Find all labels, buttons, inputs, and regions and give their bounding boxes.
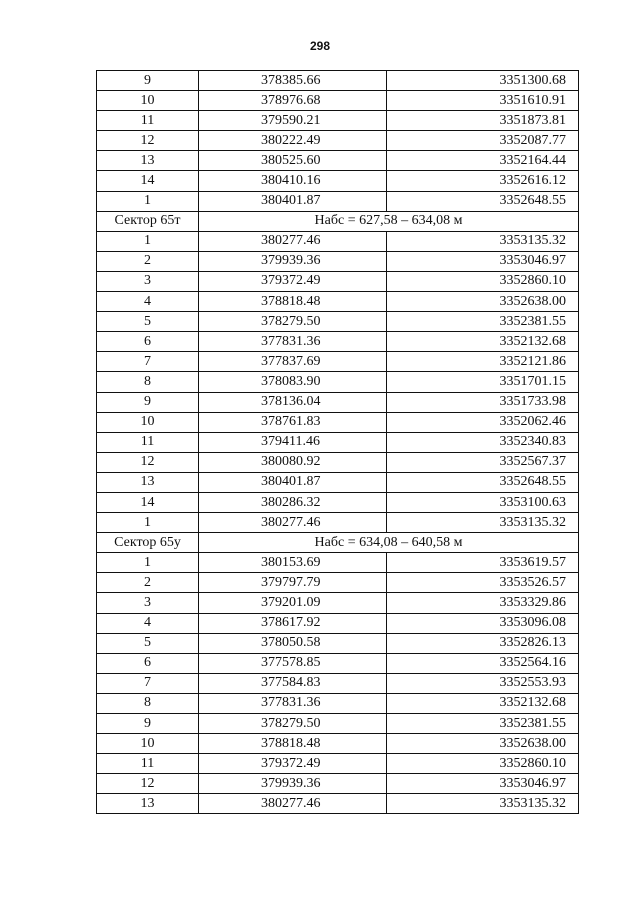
x-coordinate: 380401.87 [199,191,387,211]
x-coordinate: 379590.21 [199,111,387,131]
y-coordinate: 3351701.15 [387,372,579,392]
point-number: 13 [97,794,199,814]
y-coordinate: 3353100.63 [387,492,579,512]
point-number: 6 [97,332,199,352]
table-row [97,432,579,452]
point-number: 8 [97,693,199,713]
x-coordinate: 378617.92 [199,613,387,633]
y-coordinate: 3352121.86 [387,352,579,372]
point-number: 12 [97,774,199,794]
point-number: 11 [97,754,199,774]
x-coordinate: 378385.66 [199,71,387,91]
point-number: 1 [97,553,199,573]
x-coordinate: 378818.48 [199,734,387,754]
x-coordinate: 378818.48 [199,292,387,312]
table-row [97,553,579,573]
point-number: 13 [97,151,199,171]
y-coordinate: 3352616.12 [387,171,579,191]
table-row [97,191,579,211]
y-coordinate: 3353526.57 [387,573,579,593]
sector-height-range: Набс = 627,58 – 634,08 м [199,211,579,231]
table-row [97,352,579,372]
table-row [97,111,579,131]
table-row [97,412,579,432]
sector-header-row [97,211,579,231]
table-row [97,673,579,693]
y-coordinate: 3352132.68 [387,332,579,352]
point-number: 12 [97,131,199,151]
point-number: 5 [97,633,199,653]
coordinates-table-container [96,70,578,814]
table-row [97,714,579,734]
y-coordinate: 3353046.97 [387,774,579,794]
y-coordinate: 3352638.00 [387,734,579,754]
y-coordinate: 3353135.32 [387,794,579,814]
x-coordinate: 380277.46 [199,794,387,814]
y-coordinate: 3352062.46 [387,412,579,432]
table-row [97,593,579,613]
table-row [97,734,579,754]
table-row [97,91,579,111]
y-coordinate: 3352564.16 [387,653,579,673]
point-number: 3 [97,271,199,291]
x-coordinate: 378136.04 [199,392,387,412]
point-number: 4 [97,613,199,633]
y-coordinate: 3352648.55 [387,191,579,211]
x-coordinate: 378976.68 [199,91,387,111]
x-coordinate: 380222.49 [199,131,387,151]
y-coordinate: 3352567.37 [387,452,579,472]
point-number: 1 [97,191,199,211]
x-coordinate: 377578.85 [199,653,387,673]
table-row [97,513,579,533]
x-coordinate: 379939.36 [199,251,387,271]
x-coordinate: 380080.92 [199,452,387,472]
sector-height-range: Набс = 634,08 – 640,58 м [199,533,579,553]
sector-name: Сектор 65у [97,533,199,553]
x-coordinate: 379411.46 [199,432,387,452]
y-coordinate: 3351610.91 [387,91,579,111]
table-row [97,71,579,91]
point-number: 14 [97,171,199,191]
table-row [97,613,579,633]
y-coordinate: 3352340.83 [387,432,579,452]
point-number: 7 [97,673,199,693]
y-coordinate: 3352087.77 [387,131,579,151]
x-coordinate: 377837.69 [199,352,387,372]
point-number: 5 [97,312,199,332]
table-row [97,794,579,814]
x-coordinate: 377584.83 [199,673,387,693]
y-coordinate: 3352860.10 [387,271,579,291]
point-number: 10 [97,91,199,111]
sector-header-row [97,533,579,553]
table-row [97,151,579,171]
x-coordinate: 379939.36 [199,774,387,794]
sector-name: Сектор 65т [97,211,199,231]
x-coordinate: 380410.16 [199,171,387,191]
y-coordinate: 3353096.08 [387,613,579,633]
x-coordinate: 377831.36 [199,693,387,713]
table-row [97,131,579,151]
table-row [97,312,579,332]
table-row [97,633,579,653]
x-coordinate: 379372.49 [199,754,387,774]
point-number: 2 [97,573,199,593]
point-number: 9 [97,71,199,91]
y-coordinate: 3352638.00 [387,292,579,312]
table-row [97,292,579,312]
y-coordinate: 3352553.93 [387,673,579,693]
y-coordinate: 3352132.68 [387,693,579,713]
y-coordinate: 3352164.44 [387,151,579,171]
y-coordinate: 3353046.97 [387,251,579,271]
point-number: 9 [97,714,199,734]
table-row [97,271,579,291]
table-row [97,472,579,492]
table-row [97,171,579,191]
x-coordinate: 380525.60 [199,151,387,171]
y-coordinate: 3353135.32 [387,231,579,251]
point-number: 10 [97,734,199,754]
point-number: 11 [97,111,199,131]
x-coordinate: 380277.46 [199,231,387,251]
point-number: 12 [97,452,199,472]
x-coordinate: 380277.46 [199,513,387,533]
x-coordinate: 378279.50 [199,714,387,734]
table-row [97,492,579,512]
x-coordinate: 379372.49 [199,271,387,291]
x-coordinate: 378083.90 [199,372,387,392]
point-number: 10 [97,412,199,432]
coordinates-table-body [97,71,579,814]
y-coordinate: 3353619.57 [387,553,579,573]
y-coordinate: 3352381.55 [387,312,579,332]
point-number: 11 [97,432,199,452]
y-coordinate: 3352860.10 [387,754,579,774]
table-row [97,392,579,412]
x-coordinate: 380286.32 [199,492,387,512]
point-number: 14 [97,492,199,512]
table-row [97,653,579,673]
point-number: 1 [97,231,199,251]
x-coordinate: 378761.83 [199,412,387,432]
x-coordinate: 377831.36 [199,332,387,352]
y-coordinate: 3352381.55 [387,714,579,734]
y-coordinate: 3351300.68 [387,71,579,91]
table-row [97,251,579,271]
point-number: 8 [97,372,199,392]
y-coordinate: 3351733.98 [387,392,579,412]
point-number: 7 [97,352,199,372]
point-number: 2 [97,251,199,271]
x-coordinate: 379797.79 [199,573,387,593]
y-coordinate: 3351873.81 [387,111,579,131]
table-row [97,231,579,251]
coordinates-table [96,70,579,814]
y-coordinate: 3352826.13 [387,633,579,653]
table-row [97,372,579,392]
point-number: 4 [97,292,199,312]
x-coordinate: 380401.87 [199,472,387,492]
x-coordinate: 378279.50 [199,312,387,332]
point-number: 1 [97,513,199,533]
point-number: 3 [97,593,199,613]
table-row [97,452,579,472]
point-number: 9 [97,392,199,412]
x-coordinate: 378050.58 [199,633,387,653]
table-row [97,754,579,774]
x-coordinate: 379201.09 [199,593,387,613]
y-coordinate: 3352648.55 [387,472,579,492]
point-number: 6 [97,653,199,673]
table-row [97,573,579,593]
y-coordinate: 3353329.86 [387,593,579,613]
table-row [97,332,579,352]
table-row [97,693,579,713]
table-row [97,774,579,794]
point-number: 13 [97,472,199,492]
x-coordinate: 380153.69 [199,553,387,573]
y-coordinate: 3353135.32 [387,513,579,533]
page-number: 298 [309,39,331,53]
